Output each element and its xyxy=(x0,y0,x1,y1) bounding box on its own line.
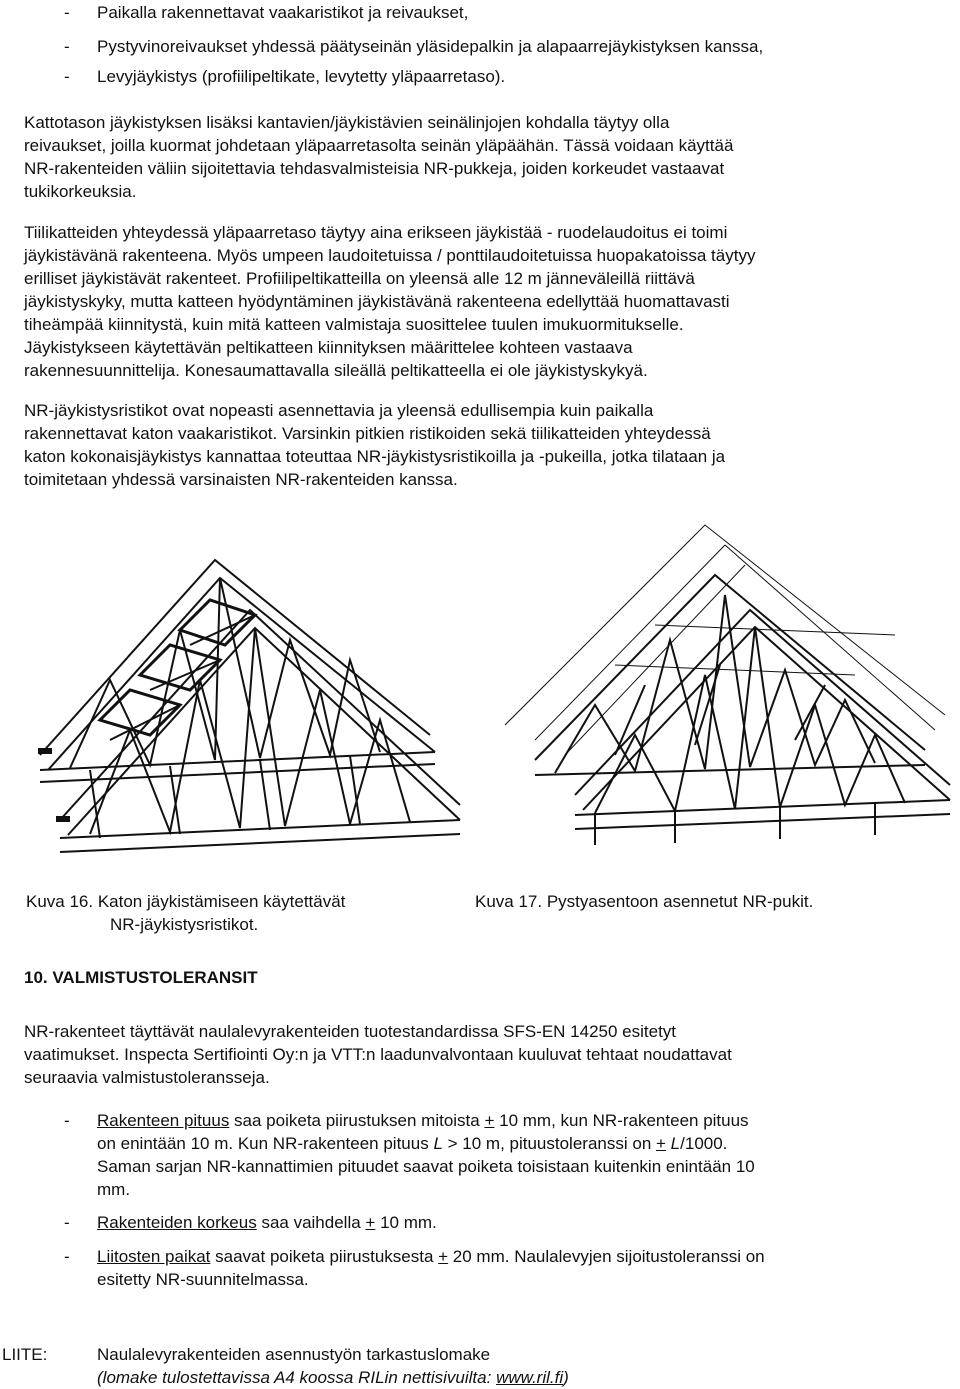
term-height: Rakenteiden korkeus xyxy=(97,1213,257,1232)
vertical-nr-bracing-illustration xyxy=(495,515,955,875)
bullet-mark: - xyxy=(64,1111,70,1130)
text-fragment: 10 mm, kun NR-rakenteen pituus xyxy=(494,1111,749,1130)
figure-16-caption xyxy=(26,890,345,936)
text-line: reivaukset, joilla kuormat johdetaan yläpaarretasolta seinän yläpäähän. Tässä voidaan käyttää xyxy=(24,136,734,155)
bullet-mark: - xyxy=(64,1247,70,1266)
bullet-text: Levyjäykistys (profiilipeltikate, levytetty yläpaarretaso). xyxy=(97,67,506,86)
text-line: vaatimukset. Inspecta Sertifiointi Oy:n ja VTT:n laadunvalvontaan kuuluvat tehtaat noudattavat xyxy=(24,1045,732,1064)
bullet-mark: - xyxy=(64,3,70,22)
appendix-link[interactable]: www.ril.fi xyxy=(496,1368,564,1387)
text-line: rakennesuunnittelija. Konesaumattavalla sileällä peltikatteella ei ole jäykistyskykyä. xyxy=(24,361,648,380)
bullet-mark: - xyxy=(64,67,70,86)
text-fragment: saa vaihdella xyxy=(256,1213,366,1232)
text-line: jäykistyskyky, mutta katteen hyödyntäminen jäykistävänä rakenteena edellyttää huomattavasti xyxy=(24,292,730,311)
bullet-text: Pystyvinoreivaukset yhdessä päätyseinän yläsidepalkin ja alapaarrejäykistyksen kanssa, xyxy=(97,37,764,56)
section-heading: 10. VALMISTUSTOLERANSIT xyxy=(24,968,258,987)
text-line: katon kokonaisjäykistys kannattaa toteuttaa NR-jäykistysristikoilla ja -pukeilla, jotka tilataan ja xyxy=(24,447,726,466)
tolerance-item-height xyxy=(97,1211,877,1234)
text-line: toimitetaan yhdessä varsinaisten NR-rakenteiden kanssa. xyxy=(24,470,458,489)
paragraph-tile-roofs xyxy=(24,221,854,382)
appendix-note xyxy=(97,1366,569,1389)
text-line: erilliset jäykistävät rakenteet. Profiilipeltikatteilla on yleensä alle 12 m jänneväleillä riittävä xyxy=(24,269,695,288)
text-line: NR-rakenteiden väliin sijoitettavia tehdasvalmisteisia NR-pukkeja, joiden korkeudet vastaavat xyxy=(24,159,725,178)
text-fragment: (lomake tulostettavissa A4 koossa RILin nettisivuilta: xyxy=(97,1368,497,1387)
term-length: Rakenteen pituus xyxy=(97,1111,230,1130)
symbol-L: L xyxy=(433,1134,443,1153)
tolerance-item-length xyxy=(97,1109,877,1201)
appendix-label: LIITE: xyxy=(2,1345,48,1364)
figure-17-caption: Kuva 17. Pystyasentoon asennetut NR-pukit. xyxy=(475,892,814,911)
text-fragment: ) xyxy=(563,1368,569,1387)
caption-line: Kuva 16. Katon jäykistämiseen käytettävät xyxy=(26,892,346,911)
text-fragment: saa poiketa piirustuksen mitoista xyxy=(229,1111,485,1130)
bullet-mark: - xyxy=(64,37,70,56)
text-line: Tiilikatteiden yhteydessä yläpaarretaso täytyy aina erikseen jäykistää - ruodelaudoitus ei toimi xyxy=(24,223,728,242)
text-fragment: 10 mm. xyxy=(375,1213,437,1232)
caption-line: NR-jäykistysristikot. xyxy=(110,915,259,934)
symbol-L: L xyxy=(670,1134,681,1153)
plus-minus: + xyxy=(365,1213,376,1232)
text-fragment: /1000. xyxy=(680,1134,728,1153)
text-fragment: > 10 m, pituustoleranssi on xyxy=(442,1134,656,1153)
paragraph-nr-trusses xyxy=(24,399,854,491)
text-line: Kattotason jäykistyksen lisäksi kantavien/jäykistävien seinälinjojen kohdalla täytyy olla xyxy=(24,113,670,132)
plus-minus: + xyxy=(484,1111,495,1130)
text-line: tiheämpää kiinnitystä, kuin mitä katteen valmistaja suosittelee tuulen imukuormitukselle. xyxy=(24,315,684,334)
text-line: esitetty NR-suunnitelmassa. xyxy=(97,1270,309,1289)
text-fragment: saavat poiketa piirustuksesta xyxy=(210,1247,439,1266)
bracing-truss-illustration xyxy=(30,520,465,870)
bullet-mark: - xyxy=(64,1213,70,1232)
text-fragment: 20 mm. Naulalevyjen sijoitustoleranssi on xyxy=(448,1247,765,1266)
section-intro xyxy=(24,1020,854,1089)
tolerance-item-joints xyxy=(97,1245,877,1291)
text-line: tukikorkeuksia. xyxy=(24,182,137,201)
text-line: NR-rakenteet täyttävät naulalevyrakenteiden tuotestandardissa SFS-EN 14250 esitetyt xyxy=(24,1022,677,1041)
appendix-title: Naulalevyrakenteiden asennustyön tarkastuslomake xyxy=(97,1345,491,1364)
plus-minus: + xyxy=(438,1247,449,1266)
text-line: Saman sarjan NR-kannattimien pituudet saavat poiketa toisistaan kuitenkin enintään 10 xyxy=(97,1157,755,1176)
bullet-text: Paikalla rakennettavat vaakaristikot ja reivaukset, xyxy=(97,3,469,22)
paragraph-bracing xyxy=(24,111,854,203)
term-joints: Liitosten paikat xyxy=(97,1247,211,1266)
text-line: NR-jäykistysristikot ovat nopeasti asennettavia ja yleensä edullisempia kuin paikalla xyxy=(24,401,654,420)
text-fragment: on enintään 10 m. Kun NR-rakenteen pituus xyxy=(97,1134,434,1153)
text-line: seuraavia valmistustoleransseja. xyxy=(24,1068,270,1087)
text-line: rakennettavat katon vaakaristikot. Varsinkin pitkien ristikoiden sekä tiilikatteiden yhteydessä xyxy=(24,424,711,443)
text-line: jäykistävänä rakenteena. Myös umpeen laudoitetuissa / ponttilaudoitetuissa huopakatoissa täytyy xyxy=(24,246,756,265)
text-line: Jäykistykseen käytettävän peltikatteen kiinnityksen määrittelee kohteen vastaava xyxy=(24,338,633,357)
text-line: mm. xyxy=(97,1180,131,1199)
plus-minus: + xyxy=(656,1134,666,1153)
